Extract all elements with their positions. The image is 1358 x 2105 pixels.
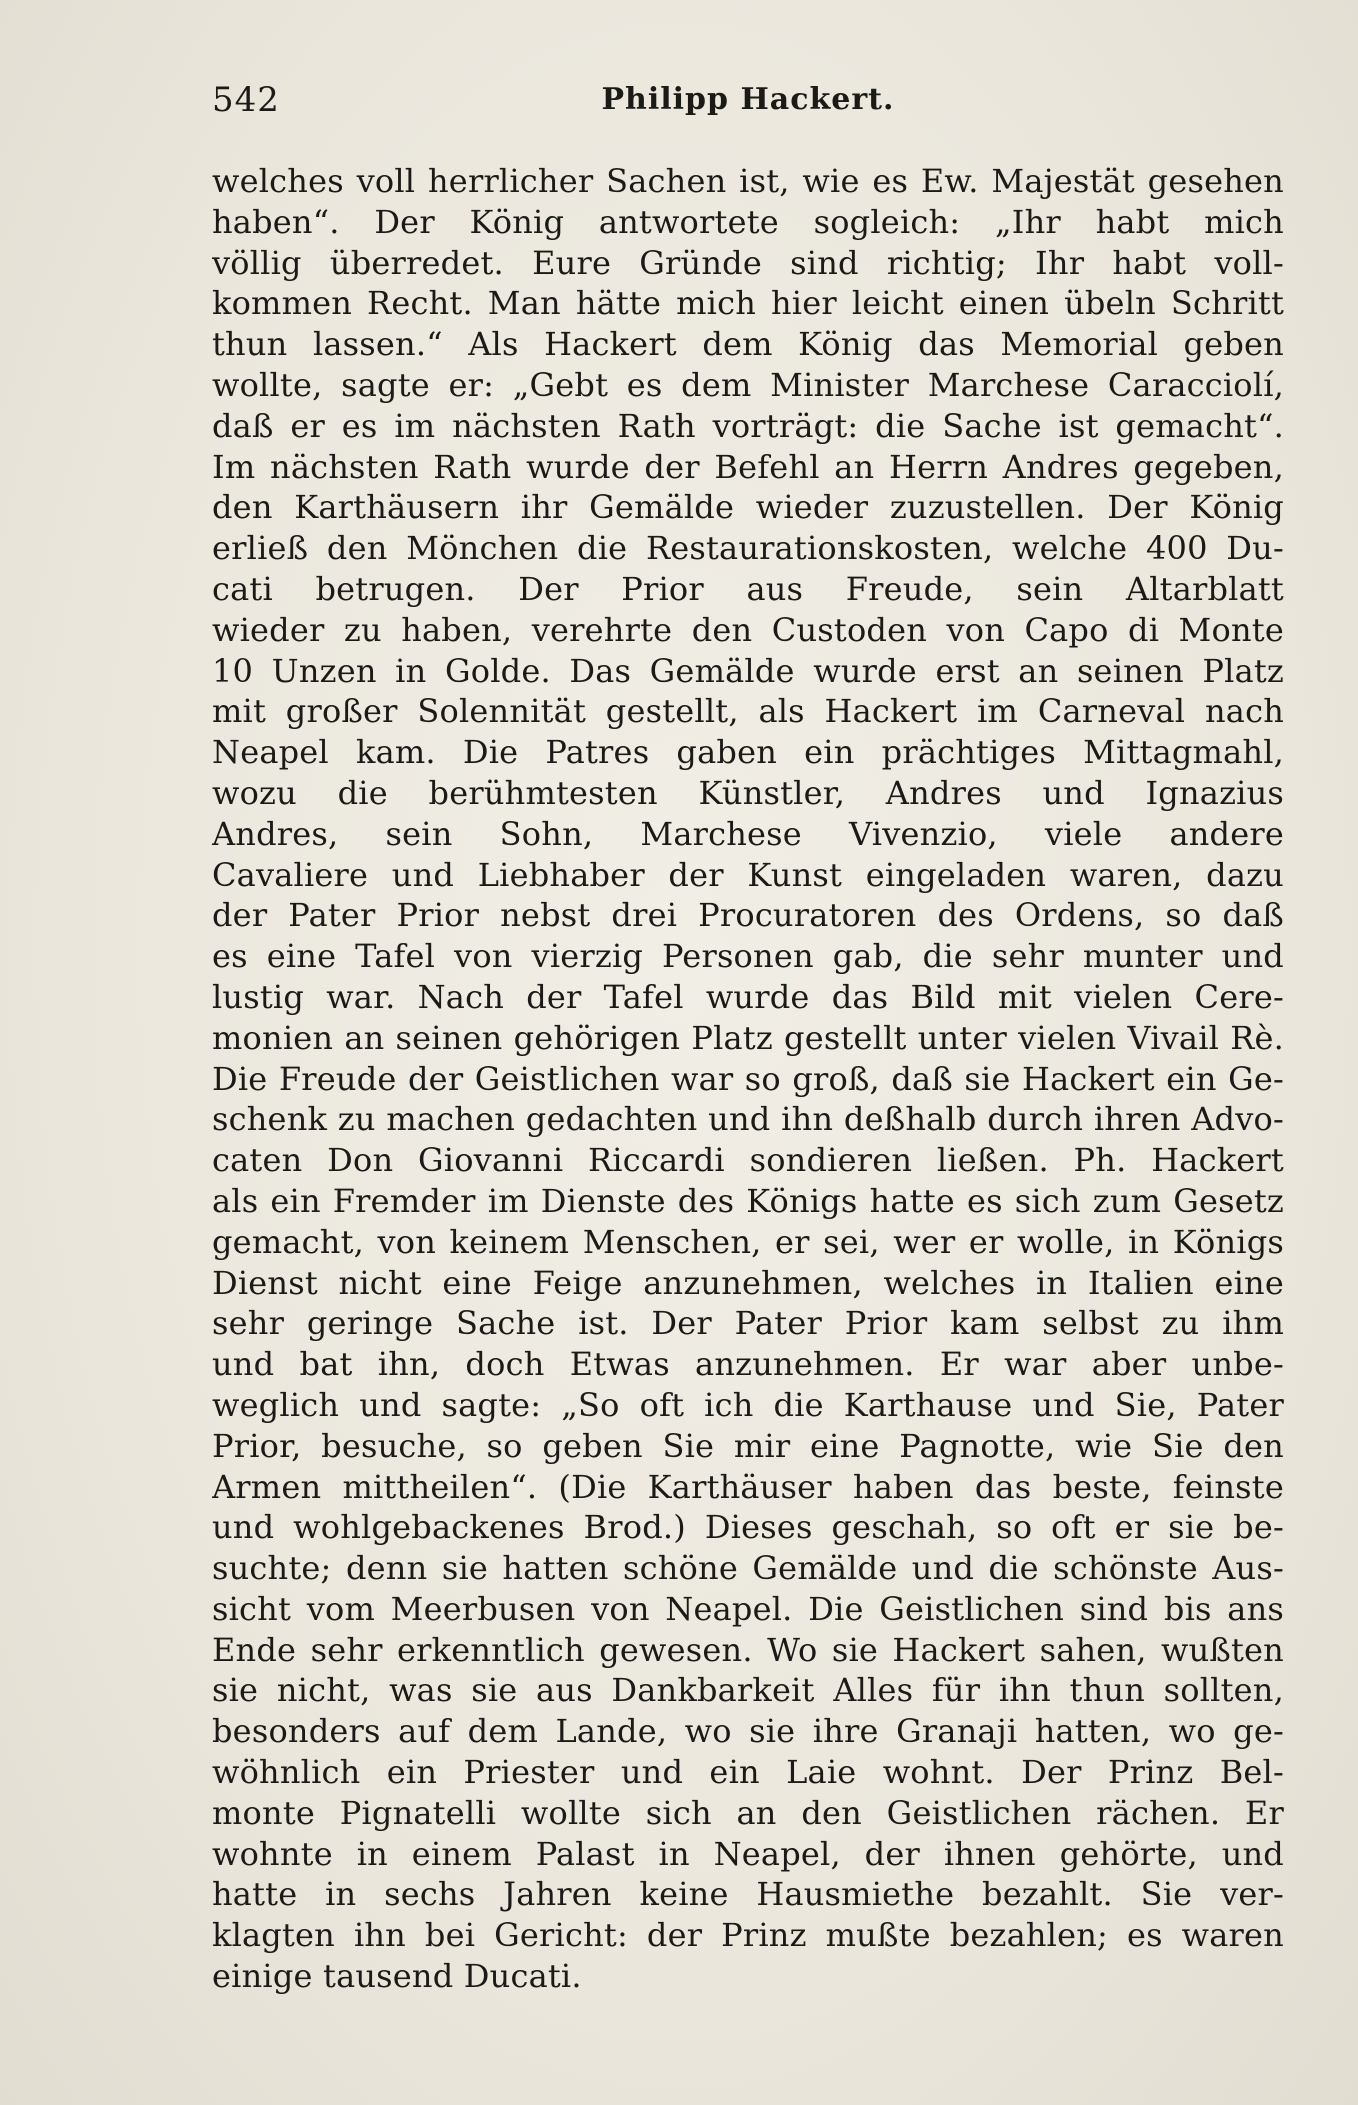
text-line: Cavaliere und Liebhaber der Kunst eingeladen waren, dazu	[212, 855, 1284, 894]
text-line: den Karthäusern ihr Gemälde wieder zuzustellen. Der König	[212, 488, 1284, 527]
text-line: 10 Unzen in Golde. Das Gemälde wurde erst an seinen Platz	[212, 651, 1284, 690]
text-line: Armen mittheilen“. (Die Karthäuser haben das beste, feinste	[212, 1467, 1284, 1506]
page-header	[212, 80, 1284, 130]
text-line: monte Pignatelli wollte sich an den Geistlichen rächen. Er	[212, 1793, 1284, 1832]
text-line: gemacht, von keinem Menschen, er sei, wer er wolle, in Königs	[212, 1222, 1284, 1261]
text-line: suchte; denn sie hatten schöne Gemälde und die schönste Aus-	[212, 1549, 1284, 1588]
text-line: es eine Tafel von vierzig Personen gab, die sehr munter und	[212, 937, 1284, 976]
running-head: Philipp Hackert.	[601, 82, 895, 117]
text-line: wollte, sagte er: „Gebt es dem Minister Marchese Caracciolí,	[212, 365, 1284, 404]
text-line: haben“. Der König antwortete sogleich: „Ihr habt mich	[212, 202, 1284, 241]
text-line: einige tausend Ducati.	[212, 1957, 582, 1996]
text-line: als ein Fremder im Dienste des Königs hatte es sich zum Gesetz	[212, 1181, 1284, 1220]
text-line: Andres, sein Sohn, Marchese Vivenzio, viele andere	[212, 814, 1284, 853]
text-line: daß er es im nächsten Rath vorträgt: die Sache ist gemacht“.	[212, 406, 1284, 445]
body-text	[212, 161, 1284, 1997]
text-line: caten Don Giovanni Riccardi sondieren ließen. Ph. Hackert	[212, 1141, 1284, 1180]
text-line: und bat ihn, doch Etwas anzunehmen. Er war aber unbe-	[212, 1345, 1284, 1384]
text-line: der Pater Prior nebst drei Procuratoren des Ordens, so daß	[212, 896, 1284, 935]
text-line: Prior, besuche, so geben Sie mir eine Pagnotte, wie Sie den	[212, 1426, 1284, 1465]
text-line: wozu die berühmtesten Künstler, Andres und Ignazius	[212, 773, 1284, 812]
text-line: schenk zu machen gedachten und ihn deßhalb durch ihren Advo-	[212, 1100, 1284, 1139]
text-line: wohnte in einem Palast in Neapel, der ihnen gehörte, und	[212, 1834, 1284, 1873]
text-line: mit großer Solennität gestellt, als Hackert im Carneval nach	[212, 692, 1284, 731]
text-line: klagten ihn bei Gericht: der Prinz mußte bezahlen; es waren	[212, 1916, 1284, 1955]
text-line: Ende sehr erkenntlich gewesen. Wo sie Hackert sahen, wußten	[212, 1630, 1284, 1669]
text-line: und wohlgebackenes Brod.) Dieses geschah, so oft er sie be-	[212, 1508, 1284, 1547]
text-line: cati betrugen. Der Prior aus Freude, sein Altarblatt	[212, 569, 1284, 608]
text-line: Im nächsten Rath wurde der Befehl an Herrn Andres gegeben,	[212, 447, 1284, 486]
text-line: lustig war. Nach der Tafel wurde das Bild mit vielen Cere-	[212, 977, 1284, 1016]
text-line: völlig überredet. Eure Gründe sind richtig; Ihr habt voll-	[212, 243, 1284, 282]
page-number: 542	[212, 80, 280, 120]
text-line: sehr geringe Sache ist. Der Pater Prior kam selbst zu ihm	[212, 1304, 1284, 1343]
text-line: hatte in sechs Jahren keine Hausmiethe bezahlt. Sie ver-	[212, 1875, 1284, 1914]
text-line: kommen Recht. Man hätte mich hier leicht einen übeln Schritt	[212, 284, 1284, 323]
text-line: Dienst nicht eine Feige anzunehmen, welches in Italien eine	[212, 1263, 1284, 1302]
text-line: sicht vom Meerbusen von Neapel. Die Geistlichen sind bis ans	[212, 1589, 1284, 1628]
text-line: wöhnlich ein Priester und ein Laie wohnt. Der Prinz Bel-	[212, 1753, 1284, 1792]
text-line: sie nicht, was sie aus Dankbarkeit Alles für ihn thun sollten,	[212, 1671, 1284, 1710]
text-line: weglich und sagte: „So oft ich die Karthause und Sie, Pater	[212, 1385, 1284, 1424]
text-line: Neapel kam. Die Patres gaben ein prächtiges Mittagmahl,	[212, 733, 1284, 772]
text-line: wieder zu haben, verehrte den Custoden von Capo di Monte	[212, 610, 1284, 649]
text-line: erließ den Mönchen die Restaurationskosten, welche 400 Du-	[212, 529, 1284, 568]
text-line: monien an seinen gehörigen Platz gestellt unter vielen Vivail Rè.	[212, 1018, 1284, 1057]
text-line: besonders auf dem Lande, wo sie ihre Granaji hatten, wo ge-	[212, 1712, 1284, 1751]
text-line: Die Freude der Geistlichen war so groß, daß sie Hackert ein Ge-	[212, 1059, 1284, 1098]
text-line: thun lassen.“ Als Hackert dem König das Memorial geben	[212, 325, 1284, 364]
text-line: welches voll herrlicher Sachen ist, wie es Ew. Majestät gesehen	[212, 162, 1284, 200]
